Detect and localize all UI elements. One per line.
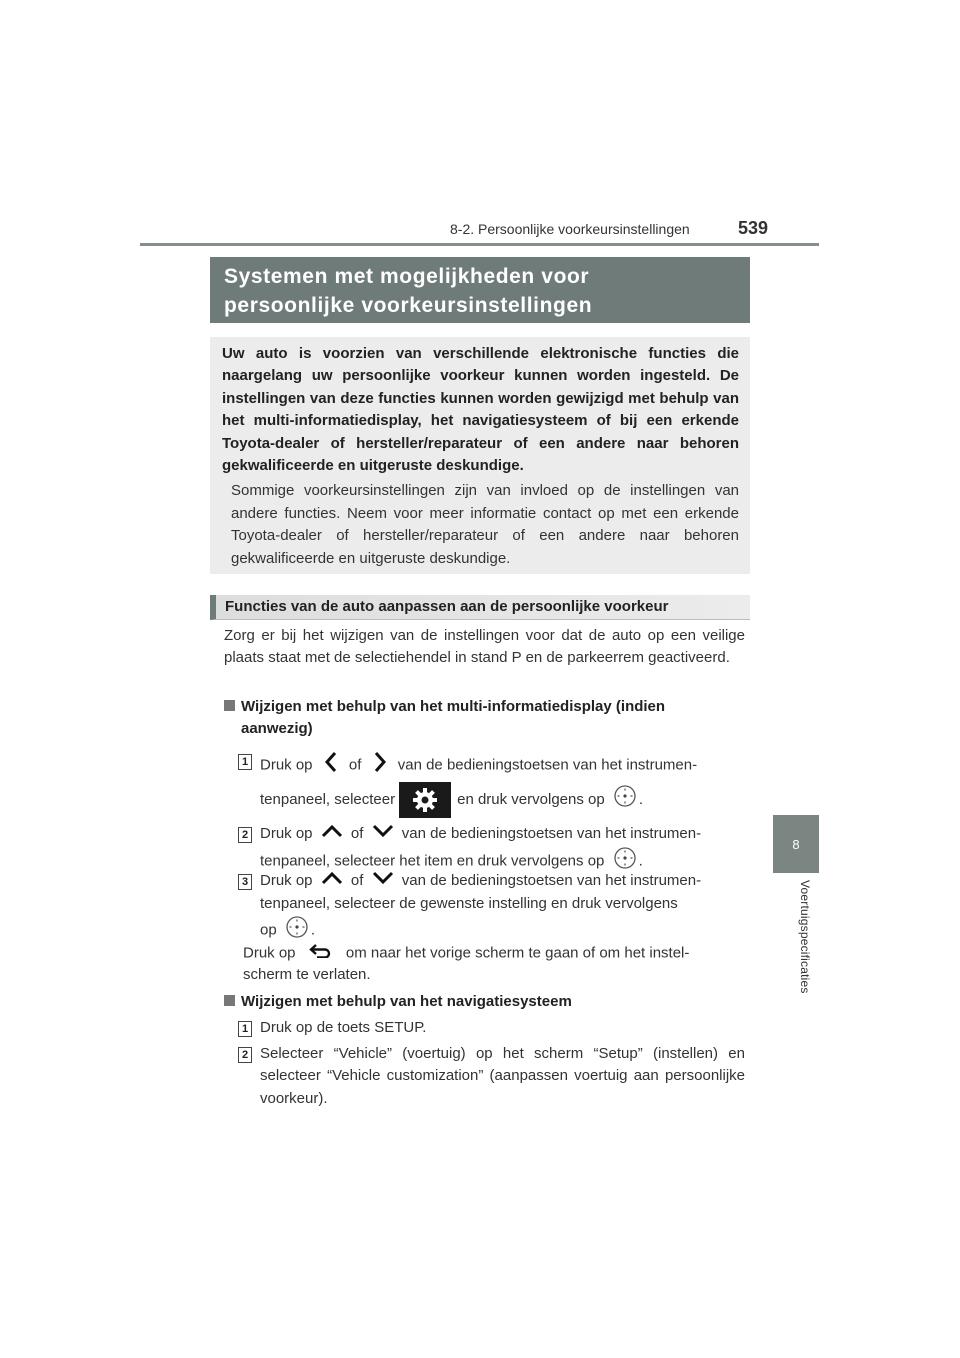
section-subheading: Functies van de auto aanpassen aan de persoonlijke voorkeur bbox=[210, 595, 750, 620]
nav-heading-text: Wijzigen met behulp van het navigatiesysteem bbox=[241, 993, 572, 1010]
intro-box bbox=[210, 337, 750, 574]
step-text: of bbox=[350, 872, 364, 890]
chevron-up-icon bbox=[321, 823, 343, 845]
step-text: of bbox=[350, 825, 364, 843]
nav-step-number-1: 1 bbox=[238, 1021, 252, 1037]
chevron-right-icon bbox=[372, 751, 388, 780]
back-note-line1 bbox=[243, 942, 745, 965]
back-note-line2: scherm te verlaten. bbox=[243, 966, 371, 983]
page-title bbox=[210, 257, 750, 323]
intro-note: Sommige voorkeursinstellingen zijn van invloed op de instellingen van andere functies. Neem voor meer informatie contact op met een erkende Toyota-dealer of hersteller/reparateur of een andere naar behoren gekwalificeerde en uitgeruste deskundige. bbox=[231, 482, 739, 567]
back-arrow-icon bbox=[308, 942, 334, 965]
nav-step-1: Druk op de toets SETUP. bbox=[260, 1019, 427, 1036]
step-text: . bbox=[310, 921, 316, 939]
page-title-line1: Systemen met mogelijkheden voor bbox=[224, 265, 590, 288]
step-number-3: 3 bbox=[238, 874, 252, 890]
step-text: van de bedieningstoetsen van het instrumen- bbox=[401, 825, 702, 843]
step-text: Druk op bbox=[260, 756, 313, 774]
mid-heading-cont: aanwezig) bbox=[241, 720, 313, 737]
safety-paragraph: Zorg er bij het wijzigen van de instellingen voor dat de auto op een veilige plaats staat met de selectiehendel in stand P en de parkeerrem geactiveerd. bbox=[224, 627, 745, 667]
step-text: . bbox=[638, 790, 644, 808]
step-text: en druk vervolgens op bbox=[457, 790, 605, 808]
chapter-title: Voertuigspecificaties bbox=[798, 880, 812, 994]
chapter-tab bbox=[773, 815, 819, 873]
step-number-1: 1 bbox=[238, 754, 252, 770]
page-title-line2: persoonlijke voorkeursinstellingen bbox=[224, 294, 593, 317]
step-text: op bbox=[260, 921, 277, 939]
step-text: tenpaneel, selecteer het item en druk vervolgens op bbox=[260, 852, 605, 870]
gear-icon bbox=[399, 782, 451, 818]
bullet-square bbox=[224, 995, 235, 1006]
step-1-line2 bbox=[260, 782, 745, 818]
chevron-left-icon bbox=[323, 751, 339, 780]
step-number-2: 2 bbox=[238, 827, 252, 843]
bullet-square bbox=[224, 700, 235, 711]
page-number: 539 bbox=[738, 218, 769, 238]
section-header: 8-2. Persoonlijke voorkeursinstellingen bbox=[450, 221, 690, 237]
nav-step-number-2: 2 bbox=[238, 1047, 252, 1063]
mid-heading bbox=[224, 696, 745, 718]
chevron-up-icon bbox=[321, 870, 343, 892]
nav-step-2: Selecteer “Vehicle” (voertuig) op het scherm “Setup” (instellen) en selecteer “Vehicle customization” (aanpassen voertuig aan persoonlijke voorkeur). bbox=[260, 1045, 745, 1107]
intro-text: Uw auto is voorzien van verschillende elektronische functies die naargelang uw persoonlijke voorkeur kunnen worden ingesteld. De instellingen van deze functies kunnen worden gewijzigd met behulp van het multi-informatiedisplay, het navigatiesysteem of bij een erkende Toyota-dealer of hersteller/reparateur of een andere naar behoren gekwalificeerde en uitgeruste deskundige. bbox=[222, 345, 739, 475]
step-text: Druk op bbox=[260, 825, 313, 843]
chevron-down-icon bbox=[372, 823, 394, 845]
mid-heading-line1: Wijzigen met behulp van het multi-informatiedisplay (indien bbox=[241, 698, 666, 715]
header-rule bbox=[140, 243, 819, 246]
step-2-line1 bbox=[260, 823, 745, 846]
note-text: om naar het vorige scherm te gaan of om het instel- bbox=[345, 944, 690, 962]
enter-button-icon bbox=[613, 784, 637, 815]
step-1-line1 bbox=[260, 751, 745, 780]
step-text: van de bedieningstoetsen van het instrumen- bbox=[401, 872, 702, 890]
step-text: tenpaneel, selecteer bbox=[260, 790, 396, 808]
step-text: van de bedieningstoetsen van het instrumen- bbox=[397, 756, 698, 774]
step-text: Druk op bbox=[260, 872, 313, 890]
nav-heading bbox=[224, 991, 745, 1013]
step-3-line1 bbox=[260, 870, 745, 893]
step-text: . bbox=[638, 852, 643, 870]
chapter-number: 8 bbox=[792, 836, 800, 852]
chevron-down-icon bbox=[372, 870, 394, 892]
step-3-line2: tenpaneel, selecteer de gewenste instelling en druk vervolgens bbox=[260, 895, 678, 912]
note-text: Druk op bbox=[243, 944, 296, 962]
step-text: of bbox=[348, 756, 362, 774]
